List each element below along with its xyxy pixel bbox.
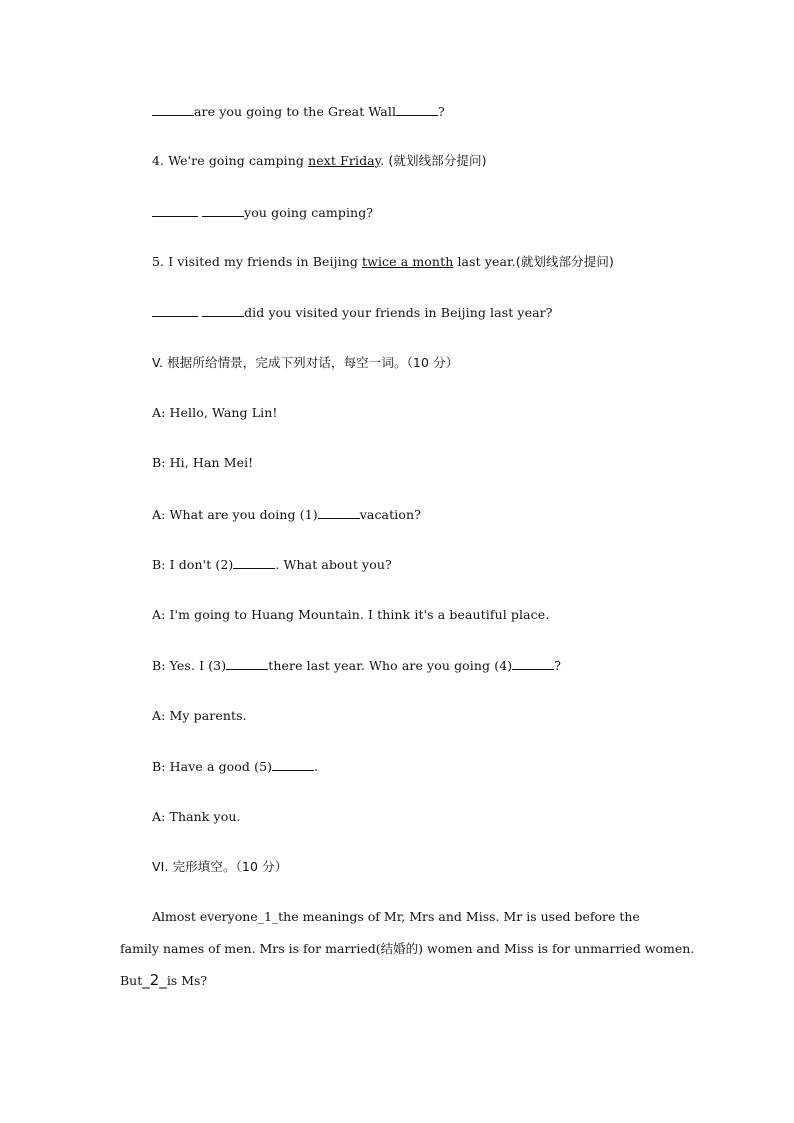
passage-line-2: family names of men. Mrs is for married(结婚的) women and Miss is for unmarried women. xyxy=(120,941,695,956)
q3-answer-line xyxy=(152,103,445,120)
question-number: 4. xyxy=(152,153,165,168)
dialogue-text: . xyxy=(314,759,319,774)
question-text-end: . xyxy=(380,153,385,168)
question-text: We're going camping xyxy=(168,153,305,168)
answer-blank[interactable] xyxy=(152,204,198,217)
section-5-heading: V. 根据所给情景，完成下列对话，每空一词。（10 分） xyxy=(152,355,459,370)
dialogue-text: B: Yes. I (3) xyxy=(152,658,227,673)
answer-blank[interactable] xyxy=(152,103,194,116)
answer-blank-5[interactable] xyxy=(272,758,314,771)
dialogue-text: A: What are you doing (1) xyxy=(152,507,318,522)
question-4 xyxy=(152,153,487,169)
dialogue-text: . What about you? xyxy=(275,557,392,572)
dialogue-text: B: I don't (2) xyxy=(152,557,234,572)
dialogue-line-8 xyxy=(152,758,318,775)
section-6-heading: VI. 完形填空。（10 分） xyxy=(152,859,288,874)
answer-blank[interactable] xyxy=(202,204,244,217)
passage-text: is Ms? xyxy=(166,973,208,988)
passage-line-1 xyxy=(152,909,674,925)
dialogue-line-5: A: I'm going to Huang Mountain. I think it's a beautiful place. xyxy=(152,607,550,622)
dialogue-text: B: Have a good (5) xyxy=(152,759,273,774)
dialogue-line-7: A: My parents. xyxy=(152,708,247,723)
dialogue-text: ? xyxy=(554,658,562,673)
cloze-blank-2[interactable]: _2_ xyxy=(142,971,167,989)
question-text-end: last year. xyxy=(457,254,516,269)
dialogue-line-2: B: Hi, Han Mei! xyxy=(152,455,254,470)
answer-blank[interactable] xyxy=(202,304,244,317)
question-instruction: (就划线部分提问) xyxy=(388,153,487,168)
dialogue-text: there last year. Who are you going (4) xyxy=(268,658,513,673)
q5-answer-text: did you visited your friends in Beijing last year? xyxy=(244,305,553,320)
dialogue-text: vacation? xyxy=(359,507,421,522)
answer-blank-4[interactable] xyxy=(512,657,554,670)
dialogue-line-6 xyxy=(152,657,561,674)
dialogue-line-1: A: Hello, Wang Lin! xyxy=(152,405,278,420)
answer-blank-3[interactable] xyxy=(226,657,268,670)
answer-blank[interactable] xyxy=(152,304,198,317)
answer-blank-1[interactable] xyxy=(318,506,360,519)
q4-answer-text: you going camping? xyxy=(244,205,374,220)
underlined-phrase: twice a month xyxy=(362,254,454,269)
question-number: 5. xyxy=(152,254,165,269)
passage-line-3 xyxy=(120,972,676,989)
q5-answer-line xyxy=(152,304,553,321)
cloze-blank-1[interactable]: _1_ xyxy=(257,909,279,924)
dialogue-line-3 xyxy=(152,506,421,523)
answer-blank-2[interactable] xyxy=(233,556,275,569)
q4-answer-line xyxy=(152,204,373,221)
dialogue-line-9: A: Thank you. xyxy=(152,809,241,824)
question-5 xyxy=(152,254,614,270)
passage-text: Almost everyone_1_the meanings of Mr, Mrs and Miss. Mr is used before the xyxy=(152,909,640,924)
question-instruction: (就划线部分提问) xyxy=(515,254,614,269)
question-text: I visited my friends in Beijing xyxy=(168,254,358,269)
underlined-phrase: next Friday xyxy=(308,153,381,168)
dialogue-line-4 xyxy=(152,556,392,573)
q3-text-a: are you going to the Great Wall xyxy=(194,104,397,119)
answer-blank[interactable] xyxy=(396,103,438,116)
passage-text: But xyxy=(120,973,143,988)
q3-text-b: ? xyxy=(438,104,445,119)
